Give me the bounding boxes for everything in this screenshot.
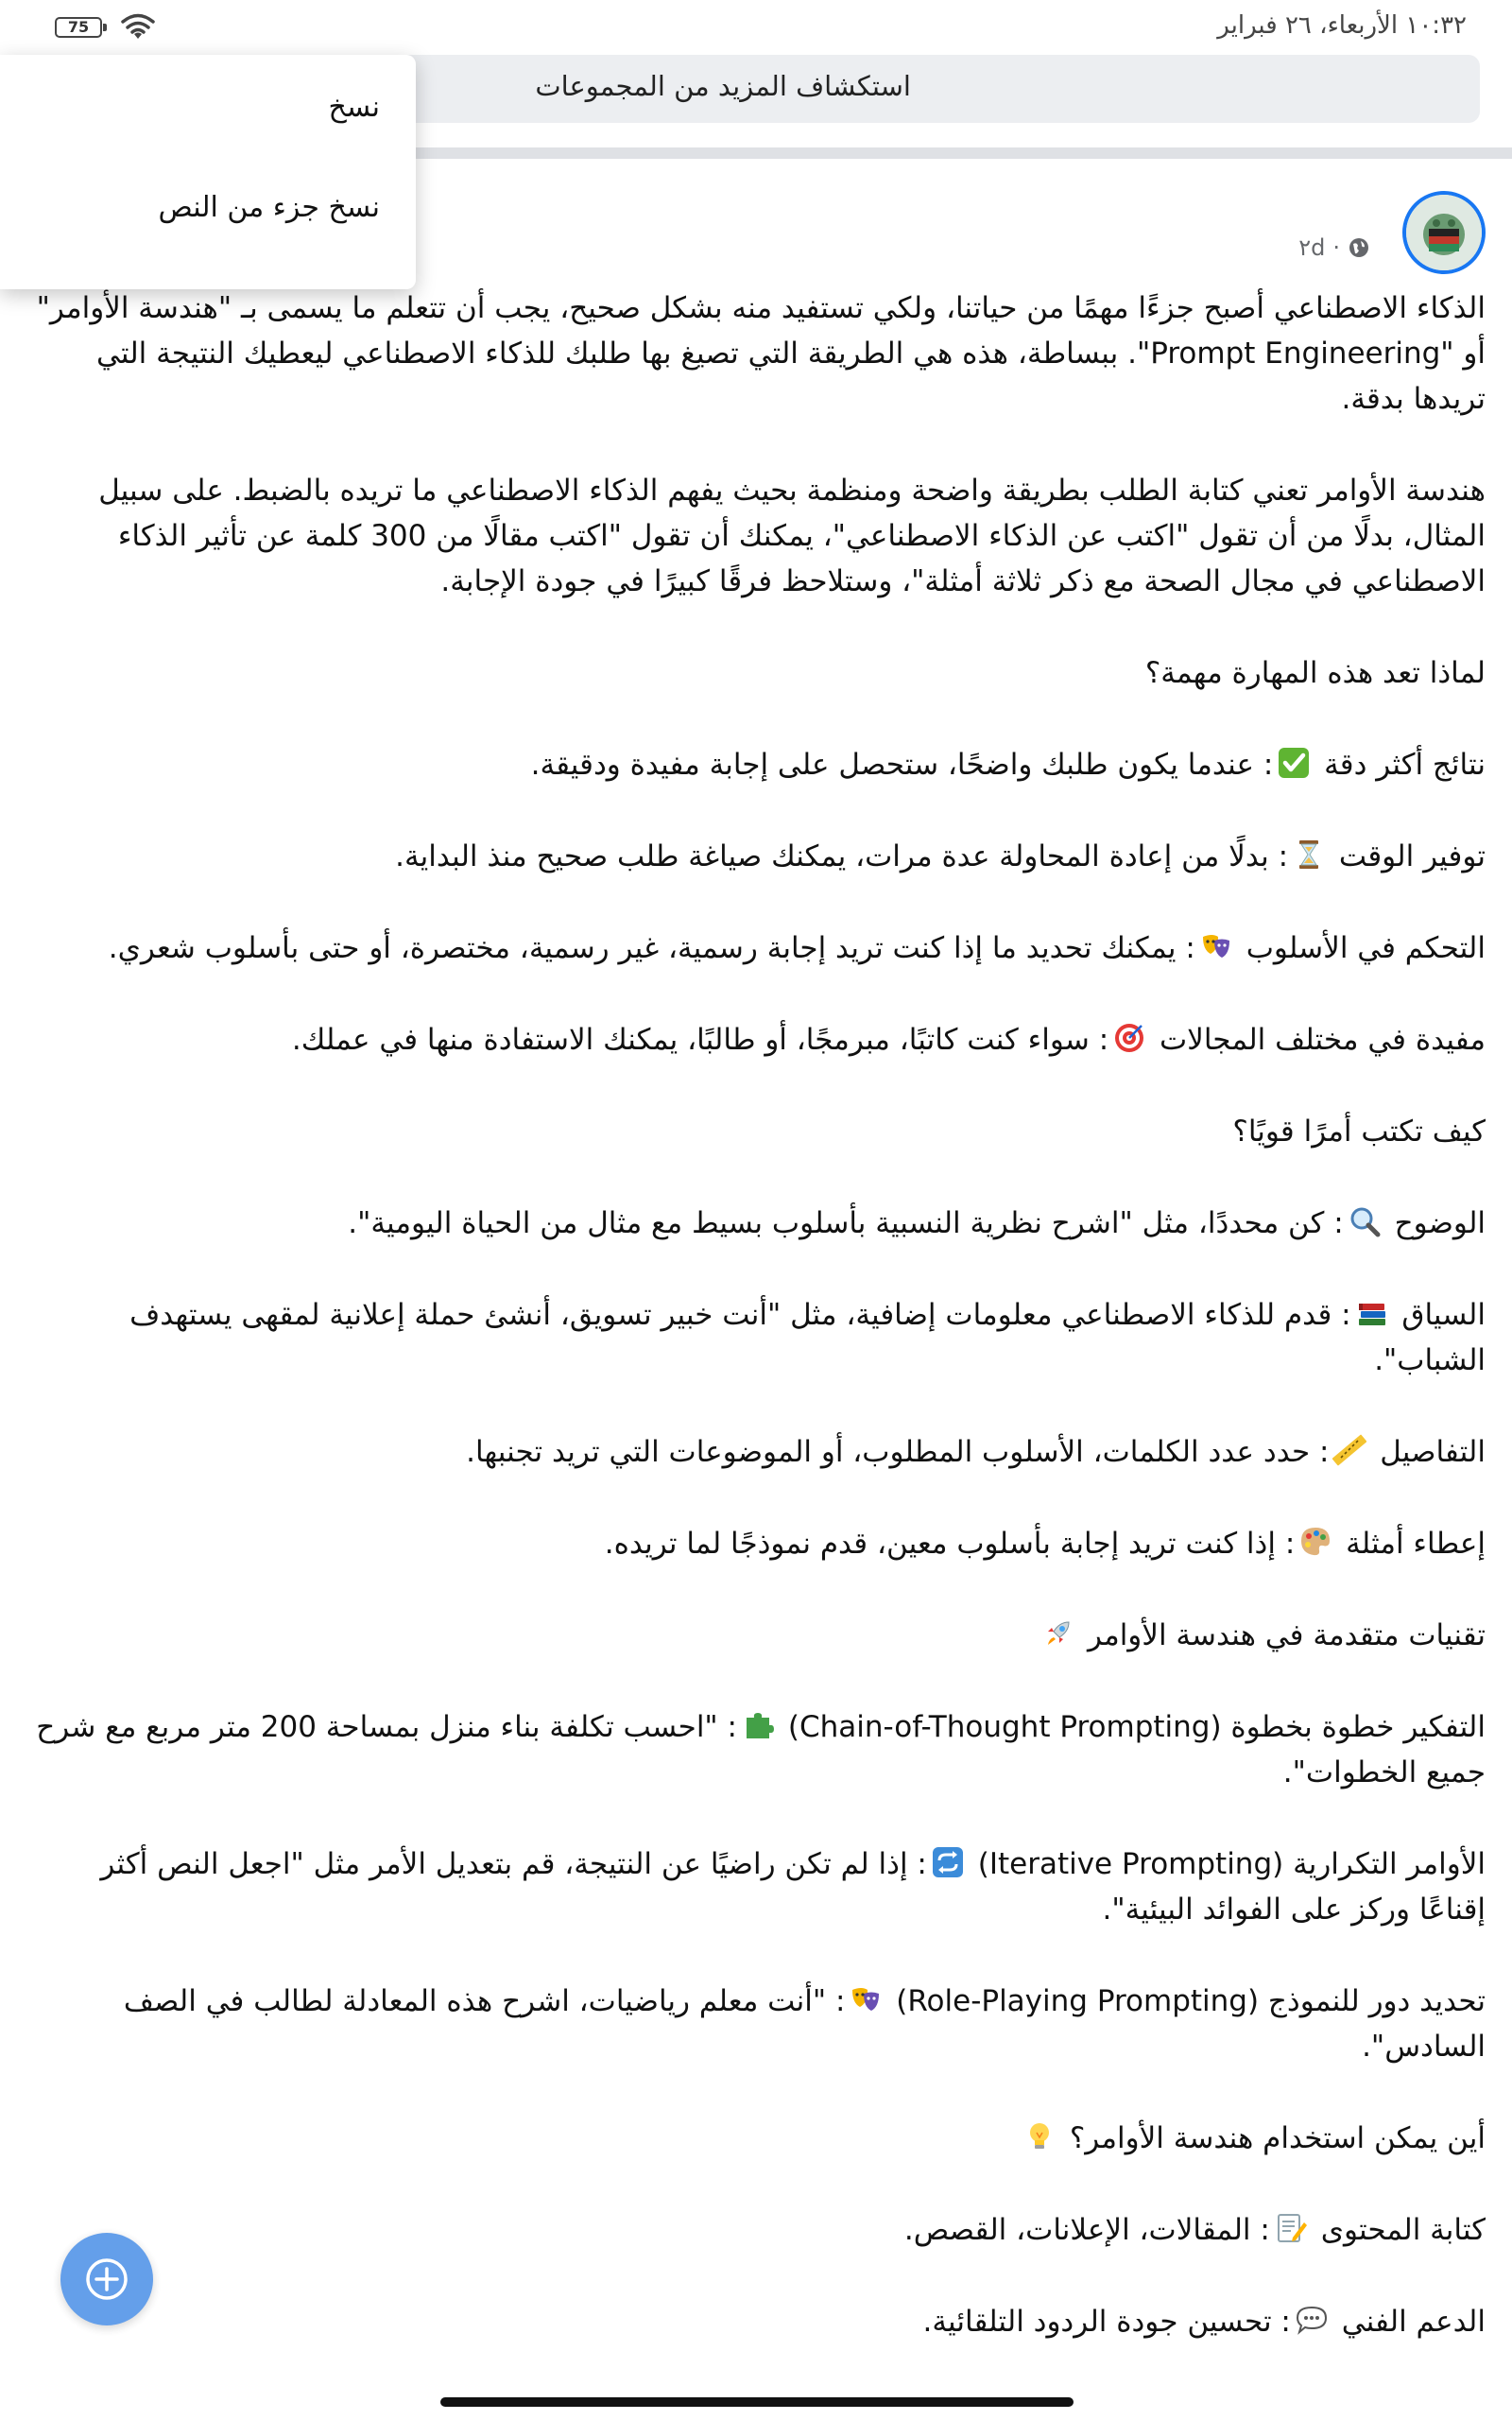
item-label: توفير الوقت (1338, 839, 1486, 873)
item-text: : "أنت معلم رياضيات، اشرح هذه المعادلة لطالب في الصف السادس". (123, 1984, 1486, 2064)
theater-masks-icon (849, 1982, 883, 2016)
globe-icon (1348, 236, 1370, 259)
list-item (26, 2207, 1486, 2253)
item-text: : يمكنك تحديد ما إذا كنت تريد إجابة رسمية، غير رسمية، مختصرة، أو حتى بأسلوب شعري. (108, 931, 1195, 965)
post-body (26, 285, 1486, 2391)
item-text: : عندما يكون طلبك واضحًا، ستحصل على إجابة مفيدة ودقيقة. (530, 748, 1274, 782)
add-fab-button[interactable] (60, 2233, 153, 2325)
repeat-arrows-icon (931, 1845, 965, 1879)
hourglass-icon (1292, 838, 1326, 872)
plus-circle-icon (82, 2255, 131, 2304)
heading-how: كيف تكتب أمرًا قويًا؟ (1232, 1115, 1486, 1149)
palette-icon (1298, 1525, 1332, 1559)
item-label: السياق (1401, 1298, 1486, 1332)
list-item (26, 742, 1486, 787)
explore-groups-label: استكشاف المزيد من المجموعات (535, 70, 911, 102)
item-label: الأوامر التكرارية (Iterative Prompting) (977, 1847, 1486, 1881)
item-label: نتائج أكثر دقة (1324, 748, 1486, 782)
list-item (26, 1841, 1486, 1932)
context-menu (0, 55, 416, 289)
item-label: التحكم في الأسلوب (1246, 931, 1486, 965)
list-item (26, 925, 1486, 971)
home-indicator[interactable] (440, 2397, 1074, 2407)
heading-where-text: أين يمكن استخدام هندسة الأوامر؟ (1069, 2121, 1486, 2155)
item-text: : قدم للذكاء الاصطناعي معلومات إضافية، مثل "أنت خبير تسويق، أنشئ حملة إعلانية لمقهى يستهدف الشباب". (129, 1298, 1486, 1377)
item-text: : "احسب تكلفة بناء منزل بمساحة 200 متر مربع مع شرح جميع الخطوات". (36, 1710, 1486, 1789)
avatar[interactable] (1402, 191, 1486, 274)
item-text: : المقالات، الإعلانات، القصص. (903, 2213, 1270, 2247)
wifi-icon (119, 13, 157, 42)
item-text: : بدلًا من إعادة المحاولة عدة مرات، يمكنك صياغة طلب صحيح منذ البداية. (395, 839, 1289, 873)
check-mark-icon (1277, 746, 1311, 780)
post-paragraph-definition: هندسة الأوامر تعني كتابة الطلب بطريقة واضحة ومنظمة بحيث يفهم الذكاء الاصطناعي ما تريده بالضبط. على سبيل المثال، بدلًا من أن تقول "اكتب عن الذكاء الاصطناعي"، يمكنك أن تقول "اكتب مقالًا من 300 كلمة عن تأثير الذكاء الاصطناعي في مجال الصحة مع ذكر ثلاثة أمثلة"، وستلاحظ فرقًا كبيرًا في جودة الإجابة. (98, 474, 1486, 598)
item-text: : تحسين جودة الردود التلقائية. (922, 2305, 1291, 2339)
item-text: : إذا لم تكن راضيًا عن النتيجة، قم بتعديل الأمر مثل "اجعل النص أكثر إقناعًا وركز على الفوائد البيئية". (100, 1847, 1486, 1927)
item-label: الدعم الفني (1341, 2305, 1486, 2339)
list-item (26, 1201, 1486, 1246)
item-text: : كن محددًا، مثل "اشرح نظرية النسبية بأسلوب بسيط مع مثال من الحياة اليومية". (348, 1206, 1344, 1240)
list-item (26, 1521, 1486, 1566)
item-label: إعطاء أمثلة (1346, 1527, 1486, 1561)
heading-why: لماذا تعد هذه المهارة مهمة؟ (1144, 656, 1486, 690)
item-text: : سواء كنت كاتبًا، مبرمجًا، أو طالبًا، يمكنك الاستفادة منها في عملك. (291, 1023, 1109, 1057)
heading-advanced-text: تقنيات متقدمة في هندسة الأوامر (1087, 1618, 1486, 1652)
item-label: الوضوح (1394, 1206, 1486, 1240)
list-item (26, 1292, 1486, 1383)
puzzle-icon (741, 1708, 775, 1742)
heading-where (26, 2116, 1486, 2161)
target-icon (1112, 1021, 1146, 1055)
item-label: تحديد دور للنموذج (Role-Playing Prompting) (896, 1984, 1486, 2018)
ruler-icon (1332, 1433, 1366, 1467)
item-label: التفكير خطوة بخطوة (Chain-of-Thought Prompting) (787, 1710, 1486, 1744)
avatar-image (1406, 195, 1482, 270)
menu-item-copy-part[interactable]: نسخ جزء من النص (158, 191, 380, 224)
explore-groups-banner[interactable] (397, 55, 1480, 123)
list-item (26, 834, 1486, 879)
heading-advanced (26, 1613, 1486, 1658)
section-divider (397, 147, 1512, 159)
battery-icon: 75 (55, 17, 102, 38)
post-paragraph-intro: الذكاء الاصطناعي أصبح جزءًا مهمًا من حياتنا، ولكي تستفيد منه بشكل صحيح، يجب أن تتعلم ما يسمى بـ "هندسة الأوامر" أو "Prompt Engineering". ببساطة، هذه هي الطريقة التي تصيغ بها طلبك للذكاء الاصطناعي ليعطيك النتيجة التي تريدها بدقة. (36, 291, 1486, 416)
post-dot: · (1332, 234, 1340, 261)
magnifier-icon (1348, 1204, 1382, 1238)
rocket-icon (1040, 1616, 1074, 1651)
post-meta (1298, 234, 1370, 261)
post-time: ٢d (1298, 234, 1326, 261)
item-label: كتابة المحتوى (1320, 2213, 1486, 2247)
menu-item-copy[interactable]: نسخ (328, 91, 380, 124)
status-time-date: ١٠:٣٢ الأربعاء، ٢٦ فبراير (1217, 11, 1467, 40)
list-item (26, 1017, 1486, 1063)
speech-bubble-icon (1295, 2303, 1329, 2337)
item-label: مفيدة في مختلف المجالات (1160, 1023, 1486, 1057)
list-item (26, 1429, 1486, 1475)
light-bulb-icon (1022, 2119, 1057, 2153)
memo-icon (1274, 2211, 1308, 2245)
list-item (26, 1704, 1486, 1795)
books-icon (1355, 1296, 1389, 1330)
theater-masks-icon (1199, 929, 1233, 963)
item-text: : حدد عدد الكلمات، الأسلوب المطلوب، أو الموضوعات التي تريد تجنبها. (466, 1435, 1330, 1469)
status-bar (0, 0, 1512, 57)
list-item (26, 1979, 1486, 2069)
list-item (26, 2299, 1486, 2344)
item-label: التفاصيل (1380, 1435, 1486, 1469)
item-text: : إذا كنت تريد إجابة بأسلوب معين، قدم نموذجًا لما تريده. (604, 1527, 1296, 1561)
